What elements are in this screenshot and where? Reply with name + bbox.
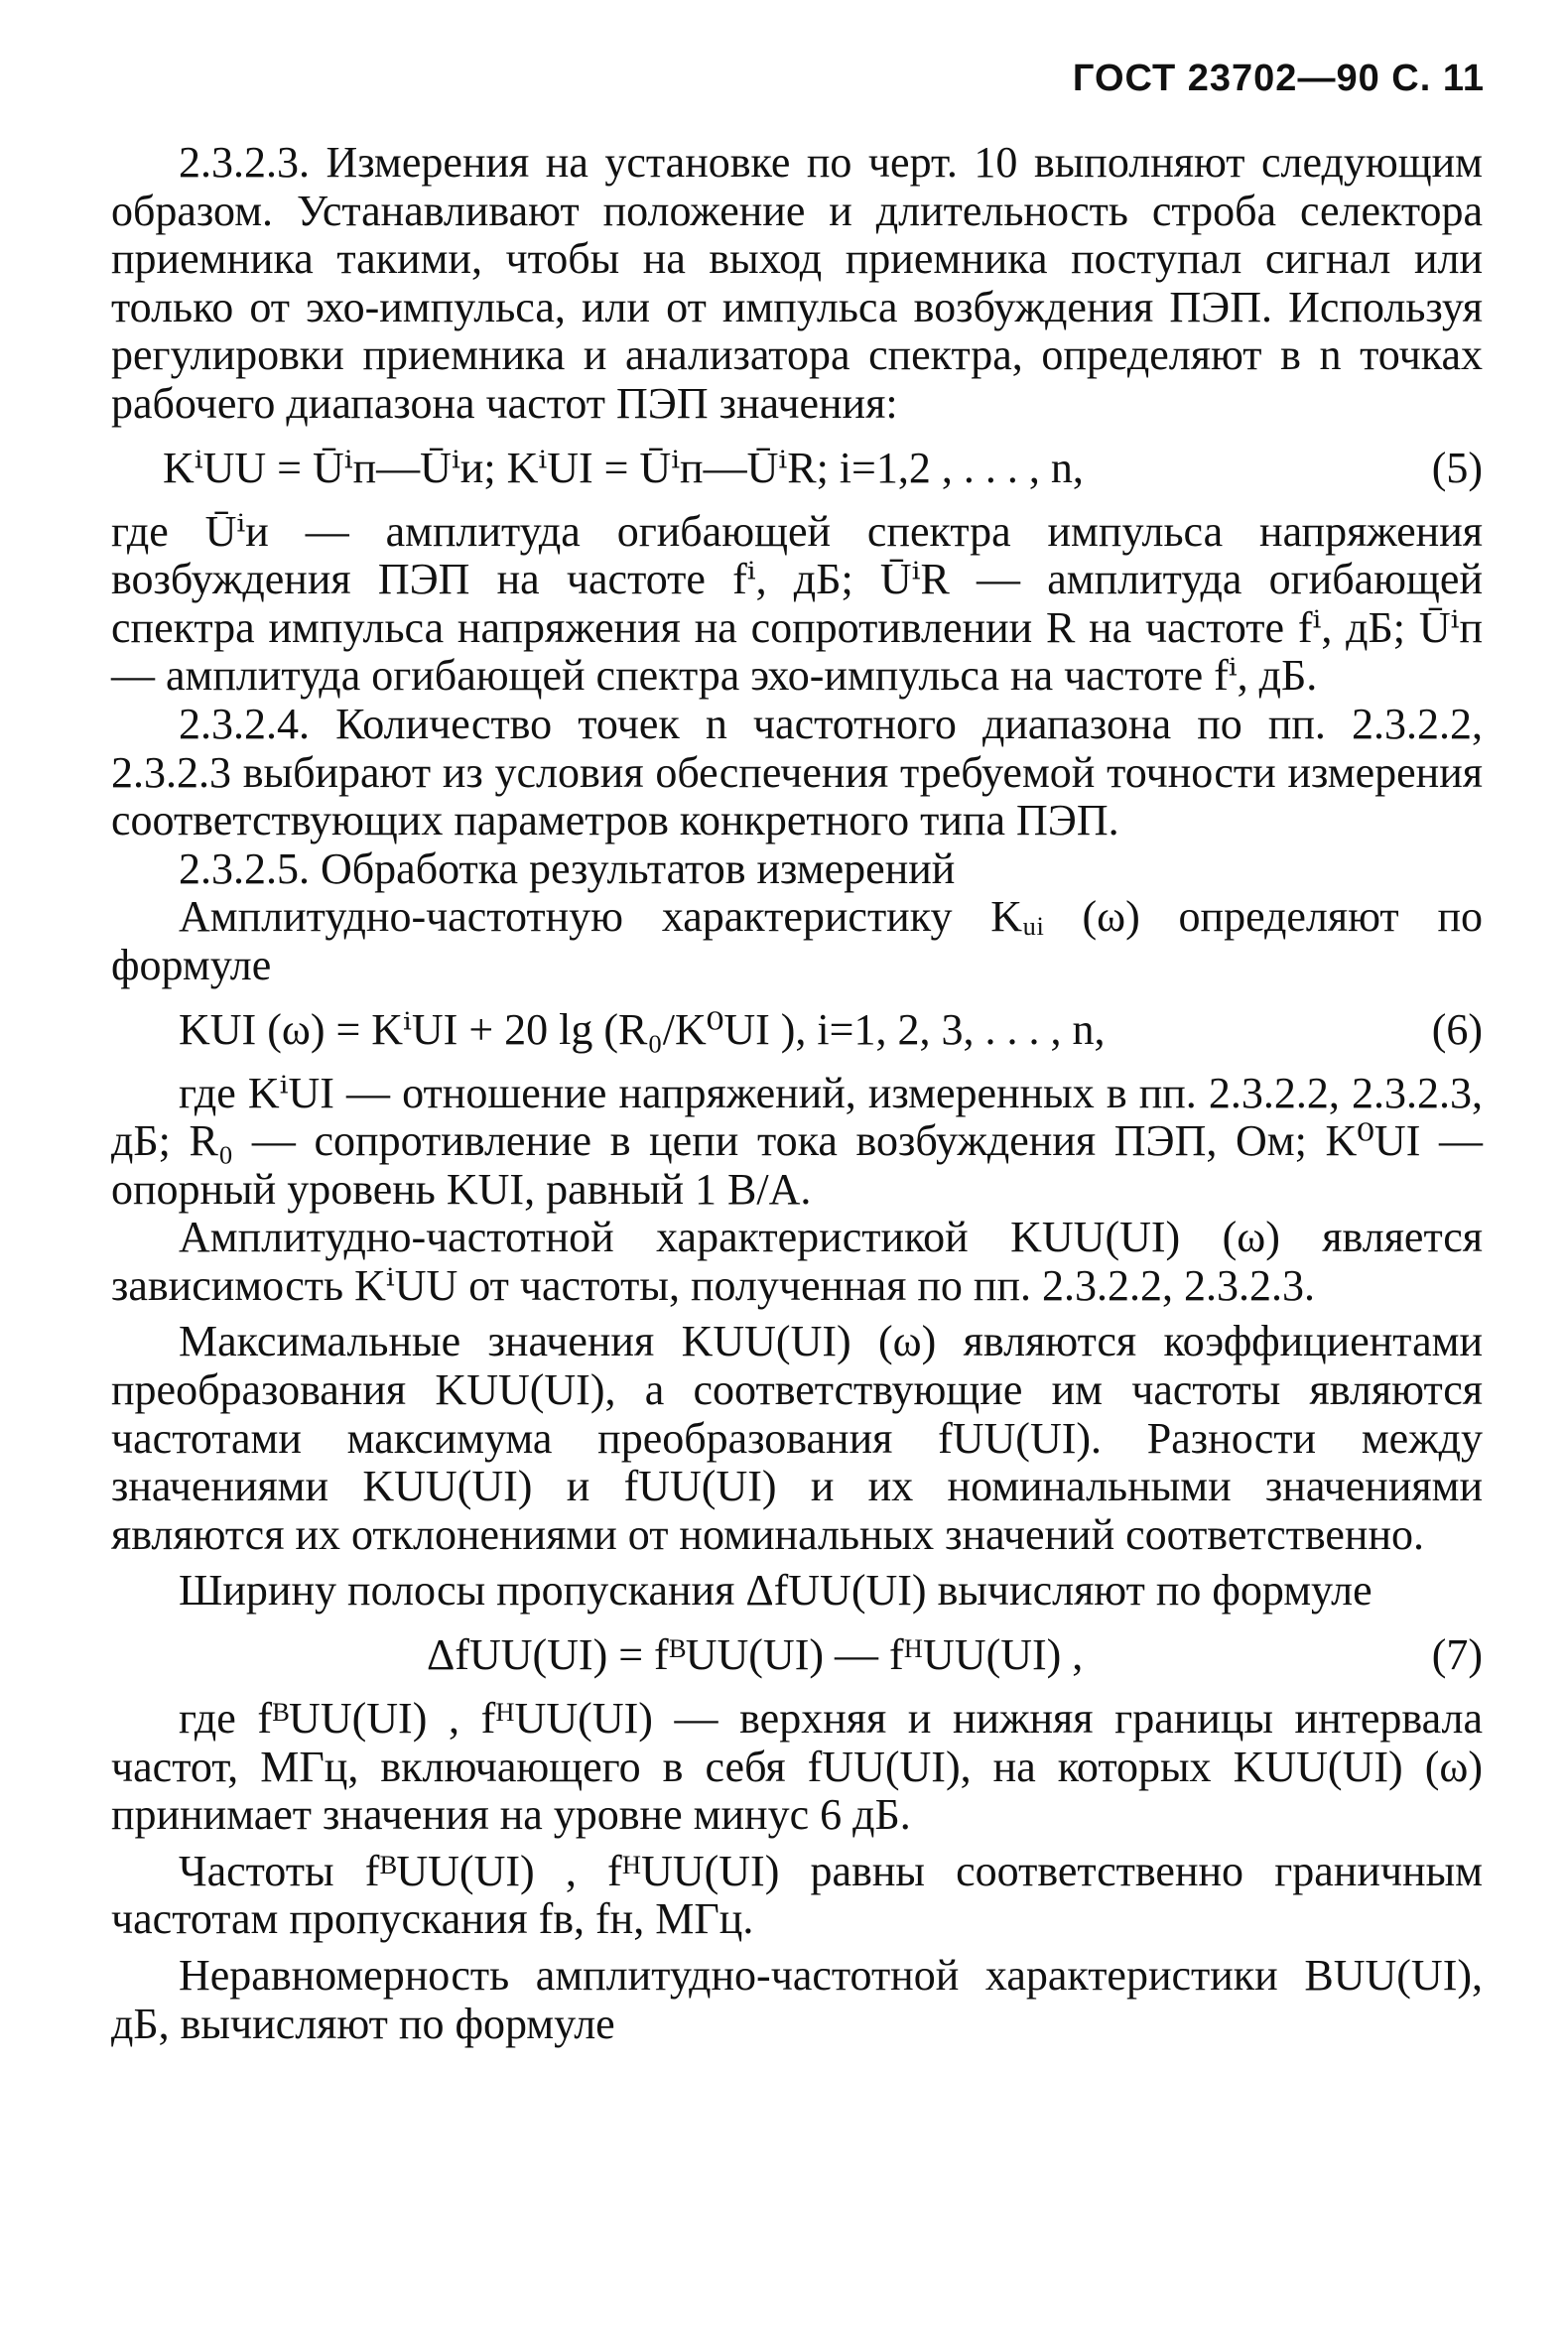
paragraph-nonuniformity: Неравномерность амплитудно-частотной характеристики BUU(UI), дБ, вычисляют по формуле: [111, 1951, 1483, 2048]
formula-6: [111, 990, 1483, 1070]
paragraph-where-7: где fᴮUU(UI) , fᴴUU(UI) — верхняя и нижняя границы интервала частот, МГц, включающего в себя fUU(UI), на которых KUU(UI) (ω) принимает значения на уровне минус 6 дБ.: [111, 1694, 1483, 1840]
paragraph-2-3-2-3: 2.3.2.3. Измерения на установке по черт. 10 выполняют следующим образом. Устанавливают положение и длительность строба селектора приемника такими, чтобы на выход приемника поступал сигнал или только от эхо-импульса, или от импульса возбуждения ПЭП. Используя регулировки приемника и анализатора спектра, определяют в n точках рабочего диапазона частот ПЭП значения:: [111, 138, 1483, 428]
formula-7-expression: ΔfUU(UI) = fᴮUU(UI) — fᴴUU(UI) ,: [427, 1630, 1084, 1680]
paragraph-where-5: где Ūⁱи — амплитуда огибающей спектра импульса напряжения возбуждения ПЭП на частоте fⁱ, дБ; ŪⁱR — амплитуда огибающей спектра импульса напряжения на сопротивлении R на частоте fⁱ, дБ; Ūⁱп — амплитуда огибающей спектра эхо-импульса на частоте fⁱ, дБ.: [111, 506, 1483, 701]
formula-6-expression: KUI (ω) = KⁱUI + 20 lg (R₀/K⁰UI ), i=1, 2, 3, . . . , n,: [179, 1004, 1106, 1054]
page-header: ГОСТ 23702—90 С. 11: [1072, 58, 1485, 99]
formula-5: [111, 429, 1483, 508]
paragraph-where-6: где KⁱUI — отношение напряжений, измеренных в пп. 2.3.2.2, 2.3.2.3, дБ; R₀ — сопротивление в цепи тока возбуждения ПЭП, Ом; K⁰UI — опорный уровень KUI, равный 1 В/А.: [111, 1068, 1483, 1214]
paragraph-afc-definition: Амплитудно-частотной характеристикой KUU(UI) (ω) является зависимость KⁱUU от частоты, полученная по пп. 2.3.2.2, 2.3.2.3.: [111, 1213, 1483, 1310]
formula-7-number: (7): [1431, 1630, 1483, 1680]
formula-6-number: (6): [1431, 1004, 1483, 1054]
paragraph-cutoff-frequencies: Частоты fᴮUU(UI) , fᴴUU(UI) равны соответственно граничным частотам пропускания fв, fн, МГц.: [111, 1846, 1483, 1944]
formula-5-number: (5): [1431, 443, 1483, 492]
paragraph-bandwidth-intro: Ширину полосы пропускания ΔfUU(UI) вычисляют по формуле: [179, 1566, 1372, 1616]
formula-5-expression: KⁱUU = Ūⁱп—Ūⁱи; KⁱUI = Ūⁱп—ŪⁱR; i=1,2 , . . . , n,: [163, 443, 1084, 492]
paragraph-max-values: Максимальные значения KUU(UI) (ω) являются коэффициентами преобразования KUU(UI), а соответствующие им частоты являются частотами максимума преобразования fUU(UI). Разности между значениями KUU(UI) и fUU(UI) и их номинальными значениями являются их отклонениями от номинальных значений соответственно.: [111, 1317, 1483, 1559]
paragraph-2-3-2-5: 2.3.2.5. Обработка результатов измерений: [179, 843, 956, 893]
paragraph-2-3-2-4: 2.3.2.4. Количество точек n частотного диапазона по пп. 2.3.2.2, 2.3.2.3 выбирают из условия обеспечения требуемой точности измерения соответствующих параметров конкретного типа ПЭП.: [111, 699, 1483, 845]
formula-7: [111, 1616, 1483, 1695]
paragraph-afc-formula-intro: Амплитудно-частотную характеристику Kᵤᵢ (ω) определяют по формуле: [111, 892, 1483, 989]
document-body: [111, 139, 1483, 2048]
